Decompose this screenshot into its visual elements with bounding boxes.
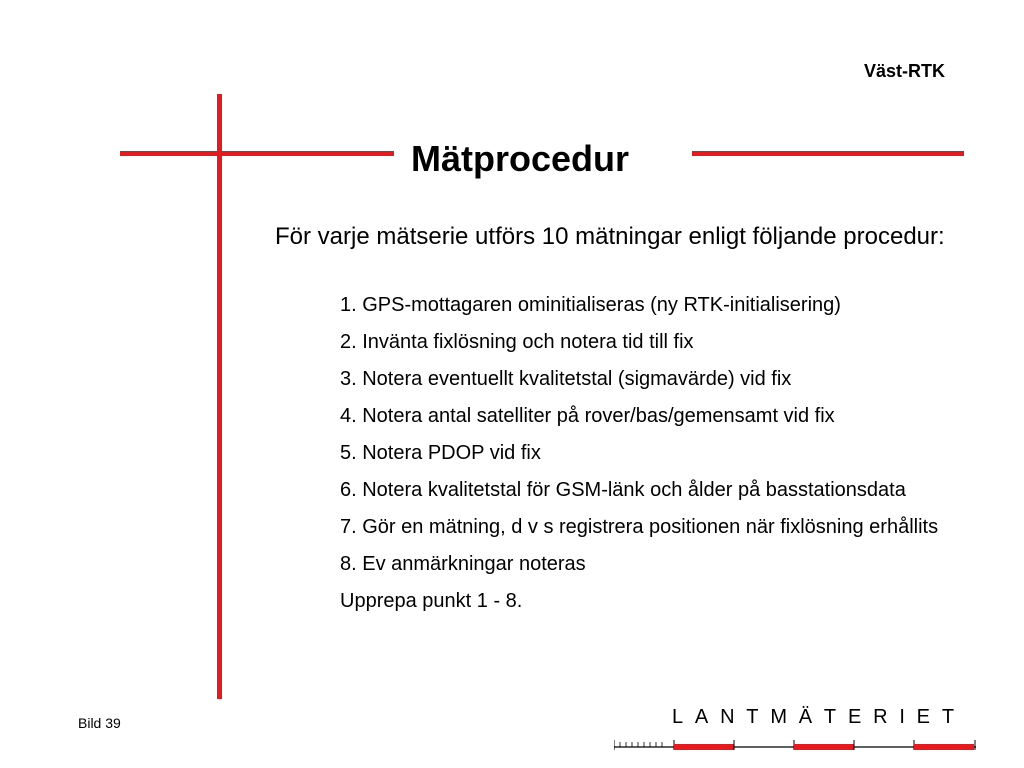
procedure-step: 1. GPS-mottagaren ominitialiseras (ny RTK-initialisering): [340, 294, 841, 316]
procedure-step: 8. Ev anmärkningar noteras: [340, 553, 586, 575]
lantmateriet-logo-text: LANTMÄTERIET: [672, 706, 966, 728]
vertical-red-line: [217, 94, 222, 699]
procedure-step: 5. Notera PDOP vid fix: [340, 442, 541, 464]
procedure-step: 6. Notera kvalitetstal för GSM-länk och ålder på basstationsdata: [340, 479, 906, 501]
procedure-list: [340, 292, 990, 625]
right-horizontal-red-line: [692, 151, 964, 156]
header-label: Väst-RTK: [863, 61, 945, 81]
slide-number: Bild 39: [78, 715, 121, 731]
procedure-step: 2. Invänta fixlösning och notera tid till fix: [340, 331, 694, 353]
intro-text: För varje mätserie utförs 10 mätningar enligt följande procedur:: [275, 223, 945, 250]
lantmateriet-logo-scale-bar: [614, 737, 976, 751]
procedure-step: 3. Notera eventuellt kvalitetstal (sigmavärde) vid fix: [340, 368, 792, 390]
procedure-step: 7. Gör en mätning, d v s registrera positionen när fixlösning erhållits: [340, 516, 939, 538]
procedure-step: Upprepa punkt 1 - 8.: [340, 590, 523, 612]
left-horizontal-red-line: [120, 151, 394, 156]
procedure-step: 4. Notera antal satelliter på rover/bas/gemensamt vid fix: [340, 405, 835, 427]
slide-title: Mätprocedur: [411, 138, 630, 179]
